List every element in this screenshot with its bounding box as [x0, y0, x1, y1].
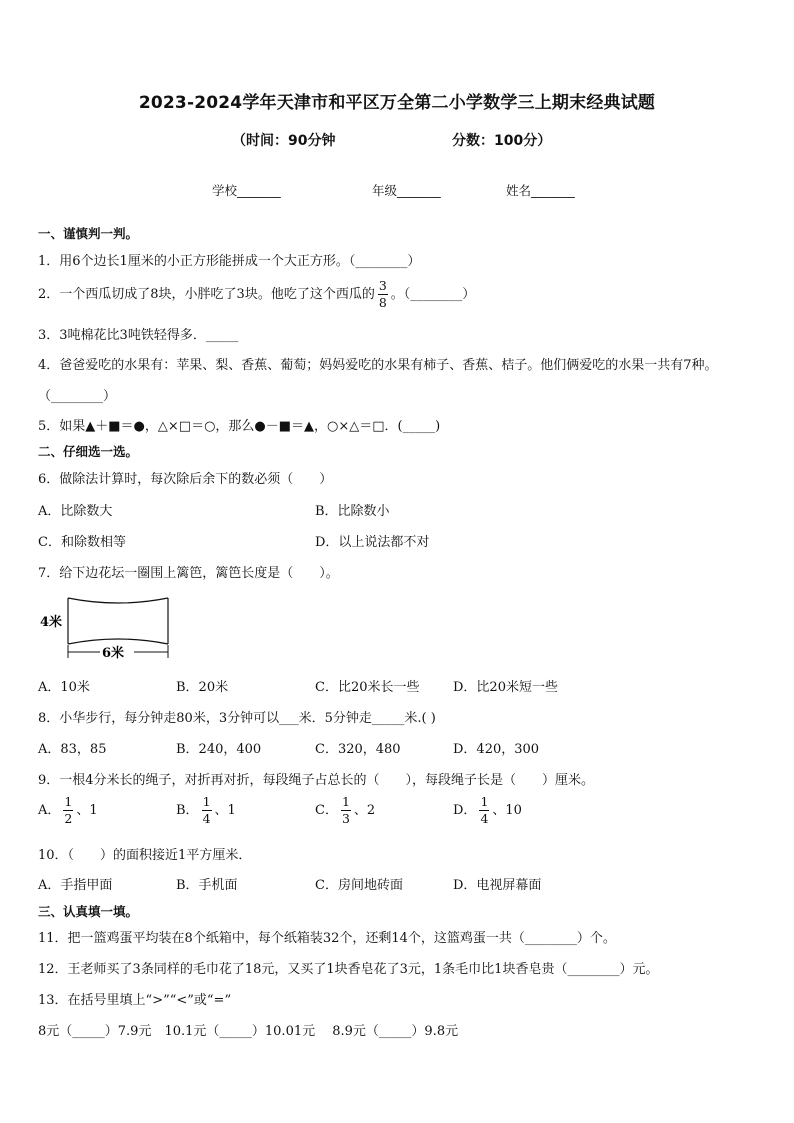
question-13: 13．在括号里填上“>”“<”或“=” [38, 993, 232, 1008]
name-field: 姓名_______ [506, 183, 575, 198]
question-8: 8．小华步行，每分钟走80米，3分钟可以___米．5分钟走_____米.( ) [38, 711, 436, 726]
question-12: 12．王老师买了3条同样的毛巾花了18元，又买了1块香皂花了3元，1条毛巾比1块香皂贵（________）元。 [38, 962, 659, 977]
flower-bed-figure [38, 592, 178, 664]
option-b[interactable]: B．20米 [176, 680, 229, 695]
section-heading-3: 三、认真填一填。 [38, 904, 139, 919]
option-a[interactable]: A．手指甲面 [38, 878, 113, 893]
question-3: 3．3吨棉花比3吨铁轻得多．_____ [38, 328, 239, 343]
option-c[interactable]: C． $\frac{1}{3}$ 、2 [315, 794, 376, 826]
question-1: 1．用6个边长1厘米的小正方形能拼成一个大正方形。（________） [38, 254, 421, 269]
question-2-tail: 。（________） [390, 287, 476, 302]
grade-field: 年级_______ [372, 183, 441, 198]
option-d[interactable]: D． $\frac{1}{4}$ 、10 [453, 794, 522, 826]
section-heading-2: 二、仔细选一选。 [38, 444, 139, 459]
school-field: 学校_______ [212, 183, 281, 198]
question-4-line-1: 4．爸爸爱吃的水果有：苹果、梨、香蕉、葡萄；妈妈爱吃的水果有柿子、香蕉、桔子。他们俩爱吃的水果一共有7种。 [38, 358, 718, 373]
question-4-line-2: （________） [38, 389, 117, 404]
fraction: $\frac{1}{2}$ [64, 794, 73, 826]
fraction: $\frac{1}{4}$ [480, 794, 489, 826]
option-b[interactable]: B．240，400 [176, 742, 262, 757]
option-a[interactable]: A．10米 [38, 680, 90, 695]
bottom-length-label: 6米 [102, 646, 125, 661]
exam-score: 分数：100分） [452, 133, 552, 149]
section-heading-1: 一、谨慎判一判。 [38, 226, 139, 241]
fraction: $\frac{1}{4}$ [202, 794, 211, 826]
option-a[interactable]: A．83，85 [38, 742, 107, 757]
fraction: $\frac{1}{3}$ [341, 794, 350, 826]
side-length-label: 4米 [40, 615, 63, 630]
option-d[interactable]: D．420，300 [453, 742, 540, 757]
option-d[interactable]: D．比20米短一些 [453, 680, 558, 695]
option-c[interactable]: C．比20米长一些 [315, 680, 420, 695]
question-11: 11．把一篮鸡蛋平均装在8个纸箱中，每个纸箱装32个，还剩14个，这篮鸡蛋一共（________）个。 [38, 931, 616, 946]
question-9: 9．一根4分米长的绳子，对折再对折，每段绳子占总长的（ ），每段绳子长是（ ）厘米。 [38, 773, 595, 788]
question-13-items: 8元（_____）7.9元 10.1元（_____）10.01元 8.9元（_____）9.8元 [38, 1024, 459, 1039]
option-b[interactable]: B．比除数小 [315, 504, 390, 519]
option-c[interactable]: C．320，480 [315, 742, 401, 757]
question-10: 10．（ ）的面积接近1平方厘米． [38, 848, 252, 863]
option-b[interactable]: B．手机面 [176, 878, 238, 893]
question-2-text: 2．一个西瓜切成了8块，小胖吃了3块。他吃了这个西瓜的 [38, 287, 375, 302]
option-d[interactable]: D．电视屏幕面 [453, 878, 542, 893]
option-a[interactable]: A．比除数大 [38, 504, 113, 519]
question-2 [38, 280, 475, 309]
question-5: 5．如果▲＋■＝●，△×□＝○，那么●－■＝▲，○×△＝□．(_____) [38, 419, 441, 434]
question-6: 6．做除法计算时，每次除后余下的数必须（ ） [38, 472, 333, 487]
fraction: $\frac{3}{8}$ [378, 278, 387, 310]
option-d[interactable]: D．以上说法都不对 [315, 535, 430, 550]
option-b[interactable]: B． $\frac{1}{4}$ 、1 [176, 794, 236, 826]
option-c[interactable]: C．和除数相等 [38, 535, 126, 550]
option-c[interactable]: C．房间地砖面 [315, 878, 403, 893]
option-a[interactable]: A． $\frac{1}{2}$ 、1 [38, 794, 98, 826]
exam-time: （时间：90分钟 [232, 133, 336, 149]
page-title: 2023-2024学年天津市和平区万全第二小学数学三上期末经典试题 [138, 93, 656, 113]
question-7: 7．给下边花坛一圈围上篱笆，篱笆长度是（ ）。 [38, 566, 339, 581]
